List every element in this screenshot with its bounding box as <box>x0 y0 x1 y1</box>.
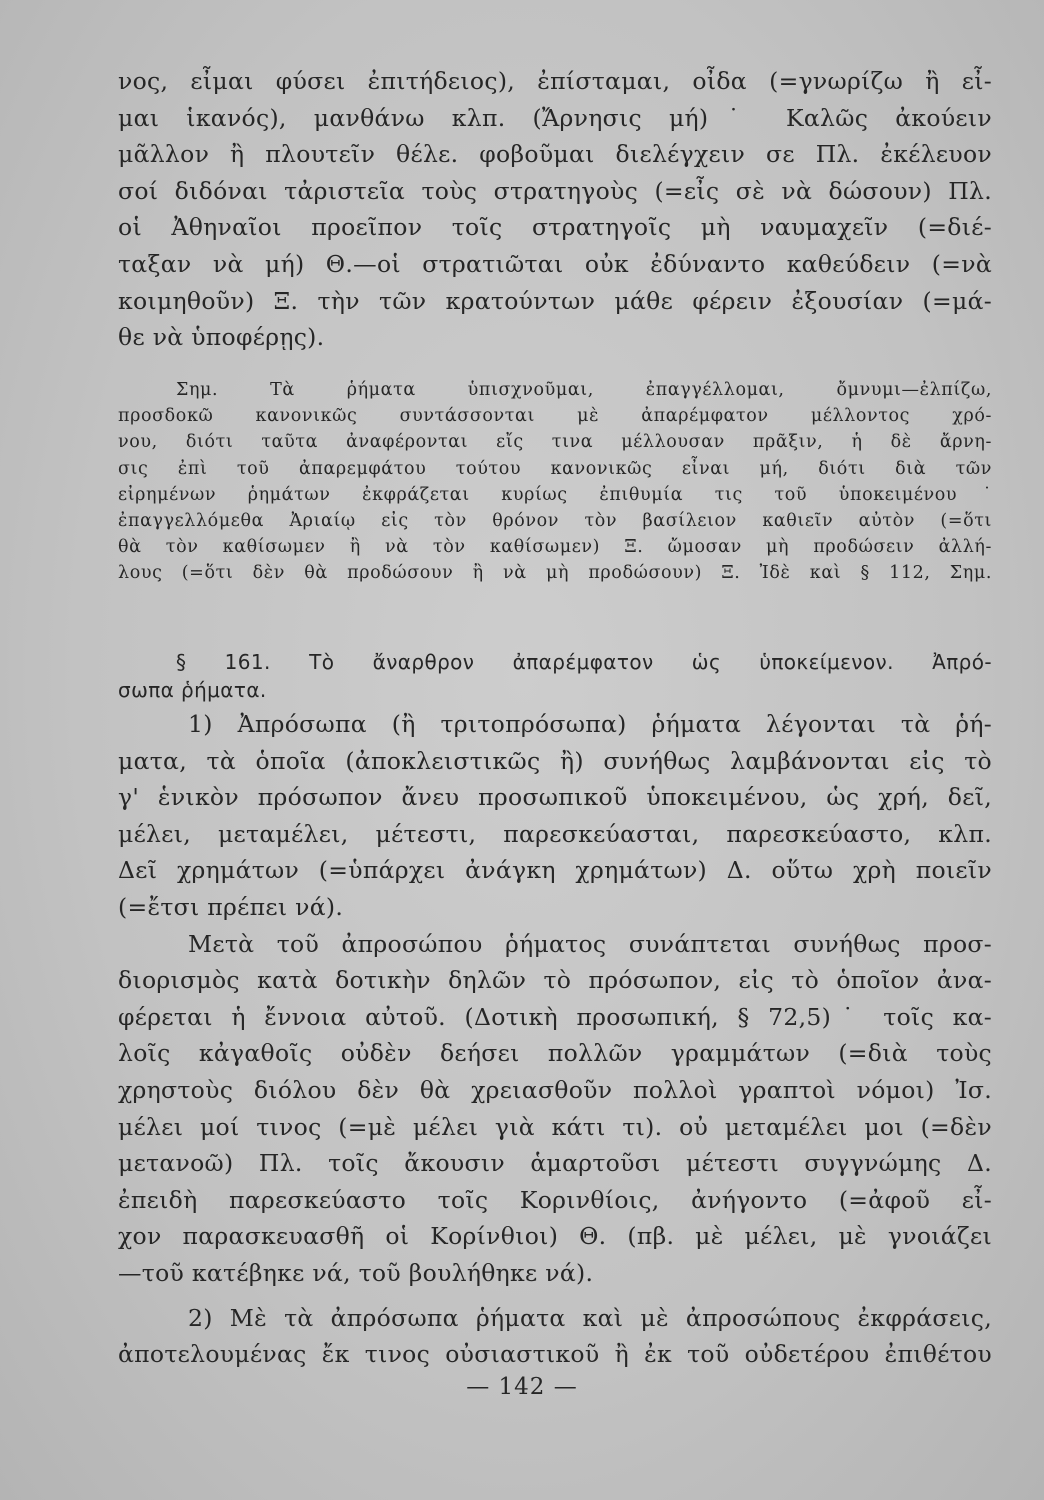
heading-line: § 161. Τὸ ἄναρθρον ἀπαρέμφατον ὡς ὑποκείμενον. Ἀπρό- <box>176 650 992 674</box>
page-number: — 142 — <box>466 1374 578 1400</box>
text-line: ματα, τὰ ὁποῖα (ἀποκλειστικῶς ἢ) συνήθως λαμβάνονται εἰς τὸ <box>118 746 992 775</box>
note-line: λους (=ὅτι δὲν θὰ προδώσουν ἢ νὰ μὴ προδώσουν) Ξ. Ἰδὲ καὶ § 112, Σημ. <box>118 563 992 584</box>
heading-line: σωπα ῥήματα. <box>118 678 267 702</box>
text-line: οἱ Ἀθηναῖοι προεῖπον τοῖς στρατηγοῖς μὴ ναυμαχεῖν (=διέ- <box>118 213 992 242</box>
text-line: Δεῖ χρημάτων (=ὑπάρχει ἀνάγκη χρημάτων) Δ. οὕτω χρὴ ποιεῖν <box>118 856 992 885</box>
text-line: μαι ἱκανός), μανθάνω κλπ. (Ἄρνησις μή)˙ Καλῶς ἀκούειν <box>118 103 992 132</box>
text-line: μέλει μοί τινος (=μὲ μέλει γιὰ κάτι τι). οὐ μεταμέλει μοι (=δὲν <box>118 1112 992 1141</box>
text-line: γ' ἑνικὸν πρόσωπον ἄνευ προσωπικοῦ ὑποκειμένου, ὡς χρή, δεῖ, <box>118 783 992 812</box>
text-line: ἐπειδὴ παρεσκεύαστο τοῖς Κορινθίοις, ἀνήγοντο (=ἀφοῦ εἶ- <box>118 1185 992 1214</box>
note-line: νου, διότι ταῦτα ἀναφέρονται εἴς τινα μέλλουσαν πρᾶξιν, ἡ δὲ ἄρνη- <box>118 432 992 453</box>
note-line: εἰρημένων ῥημάτων ἐκφράζεται κυρίως ἐπιθυμία τις τοῦ ὑποκειμένου˙ <box>118 484 992 505</box>
text-line: ταξαν νὰ μή) Θ.—οἱ στρατιῶται οὐκ ἐδύναντο καθεύδειν (=νὰ <box>118 249 992 278</box>
note-line: ἐπαγγελλόμεθα Ἀριαίῳ εἰς τὸν θρόνον τὸν βασίλειον καθιεῖν αὐτὸν (=ὅτι <box>118 510 992 531</box>
note-line: θὰ τὸν καθίσωμεν ἢ νὰ τὸν καθίσωμεν) Ξ. ὤμοσαν μὴ προδώσειν ἀλλή- <box>118 537 992 558</box>
text-line: (=ἔτσι πρέπει νά). <box>118 892 344 921</box>
note-line: προσδοκῶ κανονικῶς συντάσσονται μὲ ἀπαρέμφατον μέλλοντος χρό- <box>118 406 992 427</box>
section-heading <box>118 648 992 704</box>
text-line: σοί διδόναι τἀριστεῖα τοὺς στρατηγοὺς (=εἶς σὲ νὰ δώσουν) Πλ. <box>118 176 992 205</box>
paragraph-continuation <box>118 63 992 356</box>
text-line: —τοῦ κατέβηκε νά, τοῦ βουλήθηκε νά). <box>118 1258 594 1287</box>
note-line: Σημ. Τὰ ῥήματα ὑπισχνοῦμαι, ἐπαγγέλλομαι, ὄμνυμι—ἐλπίζω, <box>176 380 992 400</box>
text-line: ἀποτελουμένας ἔκ τινος οὐσιαστικοῦ ἢ ἐκ τοῦ οὐδετέρου ἐπιθέτου <box>118 1340 992 1369</box>
text-line: λοῖς κἀγαθοῖς οὐδὲν δεήσει πολλῶν γραμμάτων (=διὰ τοὺς <box>118 1039 992 1068</box>
text-line: θε νὰ ὑποφέρῃς). <box>118 323 325 352</box>
text-line: 1) Ἀπρόσωπα (ἢ τριτοπρόσωπα) ῥήματα λέγονται τὰ ῥή- <box>188 710 992 738</box>
note-block <box>118 377 992 587</box>
text-line: χον παρασκευασθῆ οἱ Κορίνθιοι) Θ. (πβ. μὲ μέλει, μὲ γνοιάζει <box>118 1222 992 1251</box>
text-line: διορισμὸς κατὰ δοτικὴν δηλῶν τὸ πρόσωπον, εἰς τὸ ὁποῖον ἀνα- <box>118 966 992 995</box>
text-line: Μετὰ τοῦ ἀπροσώπου ῥήματος συνάπτεται συνήθως προσ- <box>188 929 992 958</box>
text-line: κοιμηθοῦν) Ξ. τὴν τῶν κρατούντων μάθε φέρειν ἐξουσίαν (=μά- <box>118 286 992 315</box>
text-line: νος, εἶμαι φύσει ἐπιτήδειος), ἐπίσταμαι, οἶδα (=γνωρίζω ἢ εἶ- <box>118 67 992 95</box>
note-line: σις ἐπὶ τοῦ ἀπαρεμφάτου τούτου κανονικῶς εἶναι μή, διότι διὰ τῶν <box>118 458 992 479</box>
text-line: 2) Μὲ τὰ ἀπρόσωπα ῥήματα καὶ μὲ ἀπροσώπους ἐκφράσεις, <box>188 1303 992 1332</box>
text-line: μετανοῶ) Πλ. τοῖς ἄκουσιν ἁμαρτοῦσι μέτεστι συγγνώμης Δ. <box>118 1149 992 1178</box>
text-line: μᾶλλον ἢ πλουτεῖν θέλε. φοβοῦμαι διελέγχειν σε Πλ. ἐκέλευον <box>118 140 992 169</box>
main-text <box>118 706 992 1373</box>
text-line: μέλει, μεταμέλει, μέτεστι, παρεσκεύασται, παρεσκεύαστο, κλπ. <box>118 819 992 848</box>
text-line: χρηστοὺς διόλου δὲν θὰ χρειασθοῦν πολλοὶ γραπτοὶ νόμοι) Ἰσ. <box>118 1075 992 1104</box>
text-line: φέρεται ἡ ἔννοια αὐτοῦ. (Δοτικὴ προσωπική, § 72,5)˙ τοῖς κα- <box>118 1002 992 1031</box>
